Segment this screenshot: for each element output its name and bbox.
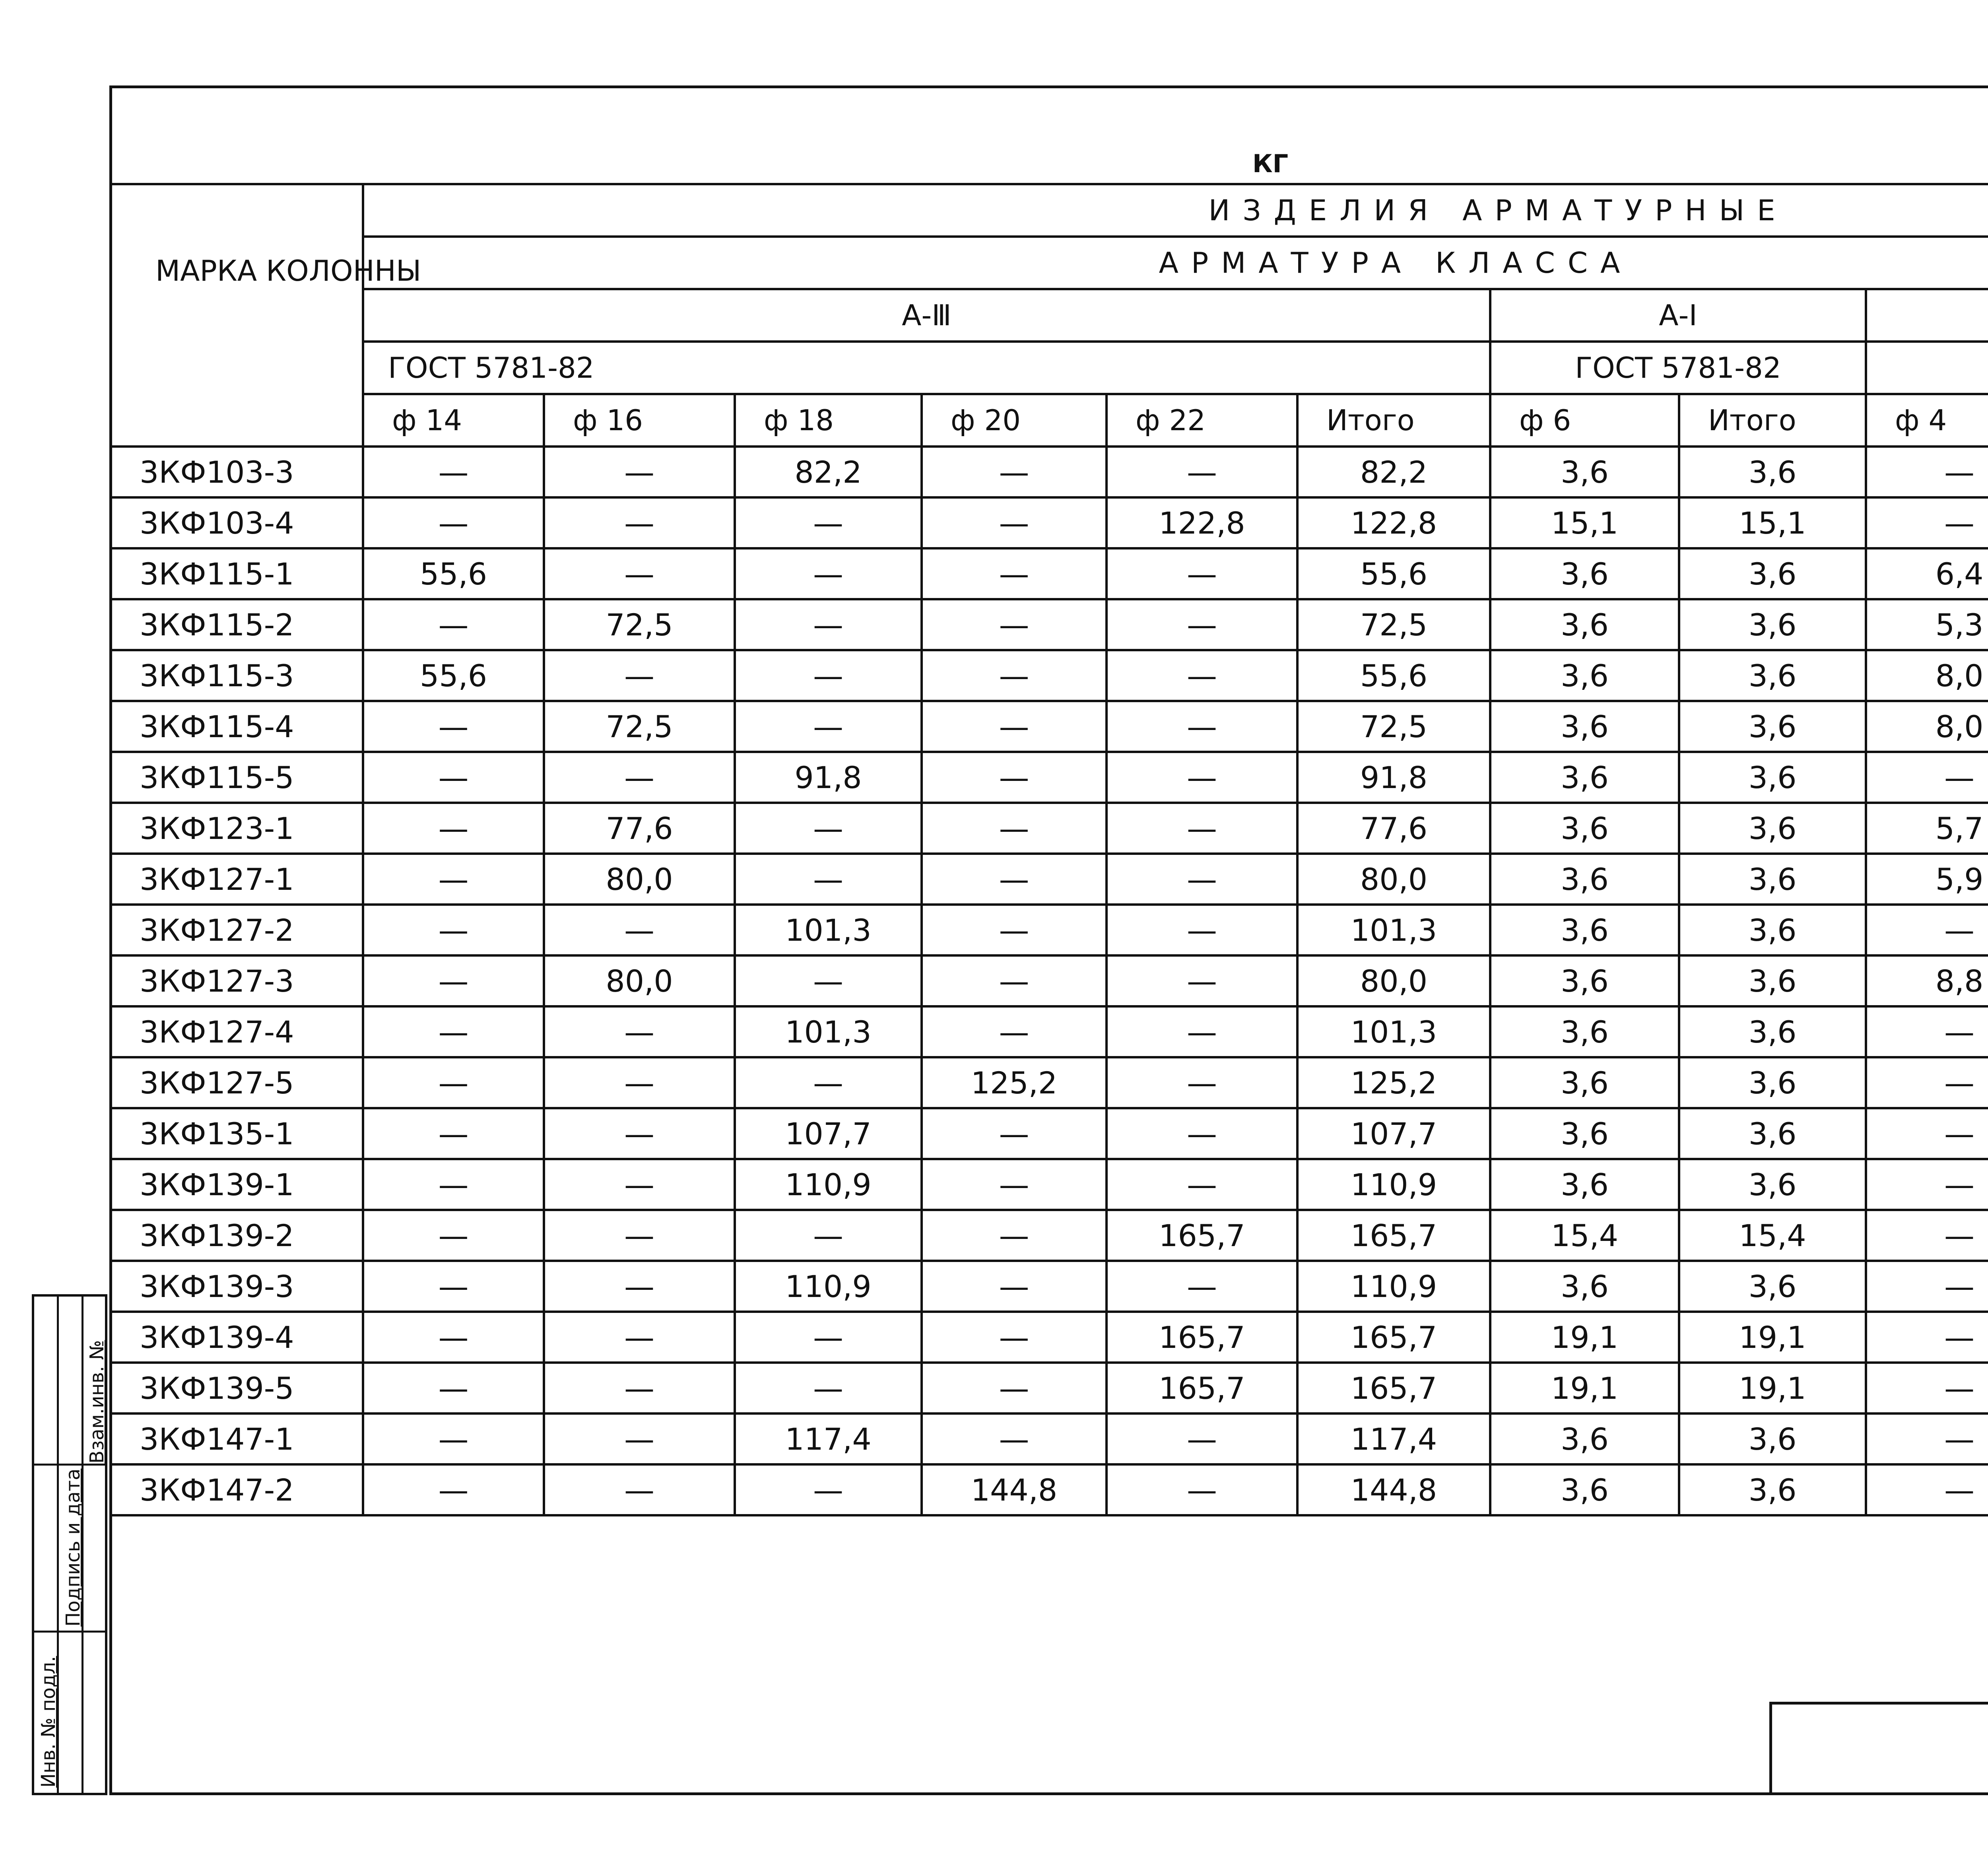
column-header: ф 4 bbox=[1866, 394, 1988, 447]
table-cell: — bbox=[735, 854, 922, 905]
table-cell: — bbox=[544, 1057, 735, 1108]
table-cell: — bbox=[735, 650, 922, 701]
table-cell: 3,6 bbox=[1490, 1159, 1679, 1210]
column-header: ф 20 bbox=[922, 394, 1107, 447]
table-cell: — bbox=[1866, 752, 1988, 803]
table-cell: 3,6 bbox=[1490, 955, 1679, 1006]
table-cell: 15,4 bbox=[1490, 1210, 1679, 1261]
table-cell: 117,4 bbox=[735, 1413, 922, 1464]
table-cell: 82,2 bbox=[735, 447, 922, 497]
table-cell: 110,9 bbox=[735, 1261, 922, 1312]
table-cell: — bbox=[735, 955, 922, 1006]
table-cell: 72,5 bbox=[544, 701, 735, 752]
table-cell: 80,0 bbox=[544, 854, 735, 905]
row-mark-cell: 3КФ135-1 bbox=[111, 1108, 363, 1159]
table-cell: 6,4 bbox=[1866, 548, 1988, 599]
table-cell: 3,6 bbox=[1679, 1261, 1866, 1312]
table-cell: 55,6 bbox=[363, 650, 544, 701]
table-cell: — bbox=[363, 701, 544, 752]
table-body bbox=[111, 447, 1988, 1515]
table-cell: — bbox=[1107, 1057, 1297, 1108]
table-cell: 19,1 bbox=[1679, 1363, 1866, 1413]
table-cell: — bbox=[735, 1464, 922, 1515]
table-cell: — bbox=[922, 1159, 1107, 1210]
table-cell: 72,5 bbox=[544, 599, 735, 650]
table-cell: 15,1 bbox=[1679, 497, 1866, 548]
table-cell: — bbox=[544, 752, 735, 803]
table-cell: 8,0 bbox=[1866, 650, 1988, 701]
table-cell: 122,8 bbox=[1107, 497, 1297, 548]
table-cell: — bbox=[1866, 1159, 1988, 1210]
table-cell: — bbox=[922, 701, 1107, 752]
table-row bbox=[111, 599, 1988, 650]
table-cell: 101,3 bbox=[1297, 905, 1490, 955]
table-cell: 3,6 bbox=[1679, 905, 1866, 955]
column-header: ф 22 bbox=[1107, 394, 1297, 447]
table-cell: 55,6 bbox=[1297, 548, 1490, 599]
table-cell: — bbox=[922, 854, 1107, 905]
table-cell: — bbox=[544, 447, 735, 497]
table-cell: 3,6 bbox=[1490, 701, 1679, 752]
class-a3-gost: ГОСТ 5781-82 bbox=[363, 342, 1490, 394]
table-cell: 3,6 bbox=[1490, 1006, 1679, 1057]
table-cell: — bbox=[922, 599, 1107, 650]
side-stamp-divider bbox=[34, 1464, 105, 1466]
table-cell: — bbox=[1107, 803, 1297, 854]
table-cell: — bbox=[1866, 905, 1988, 955]
table-cell: — bbox=[922, 1261, 1107, 1312]
column-header-row bbox=[111, 394, 1988, 447]
table-cell: — bbox=[1866, 1363, 1988, 1413]
row-mark-cell: 3КФ139-2 bbox=[111, 1210, 363, 1261]
table-cell: 101,3 bbox=[1297, 1006, 1490, 1057]
section-code: КГ bbox=[1252, 149, 1289, 178]
table-row bbox=[111, 955, 1988, 1006]
row-mark-cell: 3КФ103-4 bbox=[111, 497, 363, 548]
class-a1-gost: ГОСТ 5781-82 bbox=[1490, 342, 1866, 394]
class-vr1-gost bbox=[1866, 342, 1988, 394]
row-mark-cell: 3КФ147-1 bbox=[111, 1413, 363, 1464]
table-cell: — bbox=[544, 548, 735, 599]
table-cell: 165,7 bbox=[1297, 1312, 1490, 1363]
table-row bbox=[111, 803, 1988, 854]
table-cell: — bbox=[363, 1108, 544, 1159]
table-cell: — bbox=[363, 1057, 544, 1108]
table-cell: 72,5 bbox=[1297, 599, 1490, 650]
column-header: ф 14 bbox=[363, 394, 544, 447]
table-row bbox=[111, 1210, 1988, 1261]
marka-header: МАРКА КОЛОННЫ bbox=[111, 184, 363, 447]
table-cell: 3,6 bbox=[1490, 1413, 1679, 1464]
row-mark-cell: 3КФ115-3 bbox=[111, 650, 363, 701]
row-mark-cell: 3КФ139-1 bbox=[111, 1159, 363, 1210]
table-cell: — bbox=[735, 548, 922, 599]
table-cell: — bbox=[544, 1159, 735, 1210]
table-cell: — bbox=[735, 1210, 922, 1261]
table-cell: — bbox=[1866, 497, 1988, 548]
table-cell: 3,6 bbox=[1679, 854, 1866, 905]
table-cell: — bbox=[735, 1312, 922, 1363]
table-cell: — bbox=[363, 955, 544, 1006]
table-cell: — bbox=[1107, 1006, 1297, 1057]
table-cell: — bbox=[1107, 1261, 1297, 1312]
side-label-inv: Инв. № подл. bbox=[37, 1656, 60, 1788]
table-cell: 3,6 bbox=[1490, 803, 1679, 854]
table-cell: 80,0 bbox=[544, 955, 735, 1006]
table-cell: 107,7 bbox=[1297, 1108, 1490, 1159]
table-cell: — bbox=[735, 1363, 922, 1413]
table-cell: 122,8 bbox=[1297, 497, 1490, 548]
table-cell: 3,6 bbox=[1679, 803, 1866, 854]
table-cell: 3,6 bbox=[1679, 650, 1866, 701]
table-cell: — bbox=[1107, 599, 1297, 650]
table-cell: — bbox=[1866, 1312, 1988, 1363]
table-cell: 8,0 bbox=[1866, 701, 1988, 752]
table-cell: 101,3 bbox=[735, 1006, 922, 1057]
table-cell: — bbox=[922, 1312, 1107, 1363]
table-cell: — bbox=[1866, 1413, 1988, 1464]
table-row bbox=[111, 1159, 1988, 1210]
table-cell: — bbox=[735, 497, 922, 548]
table-cell: — bbox=[544, 1006, 735, 1057]
table-cell: — bbox=[1866, 1006, 1988, 1057]
row-mark-cell: 3КФ139-4 bbox=[111, 1312, 363, 1363]
row-mark-cell: 3КФ139-3 bbox=[111, 1261, 363, 1312]
table-cell: 15,4 bbox=[1679, 1210, 1866, 1261]
table-row bbox=[111, 854, 1988, 905]
side-label-replace: Взам.инв. № bbox=[86, 1340, 108, 1464]
table-cell: — bbox=[1866, 1261, 1988, 1312]
table-cell: 3,6 bbox=[1679, 1464, 1866, 1515]
table-cell: 77,6 bbox=[1297, 803, 1490, 854]
table-cell: — bbox=[363, 854, 544, 905]
table-cell: 3,6 bbox=[1679, 1057, 1866, 1108]
table-cell: 5,3 bbox=[1866, 599, 1988, 650]
table-cell: — bbox=[922, 752, 1107, 803]
table-row bbox=[111, 447, 1988, 497]
table-row bbox=[111, 650, 1988, 701]
table-cell: 3,6 bbox=[1490, 1464, 1679, 1515]
table-cell: — bbox=[1107, 447, 1297, 497]
table-cell: 55,6 bbox=[1297, 650, 1490, 701]
table-cell: — bbox=[544, 1363, 735, 1413]
table-cell: — bbox=[1107, 1413, 1297, 1464]
table-cell: 19,1 bbox=[1490, 1312, 1679, 1363]
table-cell: 3,6 bbox=[1490, 1057, 1679, 1108]
table-row bbox=[111, 1006, 1988, 1057]
table-cell: 3,6 bbox=[1679, 1108, 1866, 1159]
table-cell: 117,4 bbox=[1297, 1413, 1490, 1464]
table-cell: 3,6 bbox=[1490, 1261, 1679, 1312]
table-cell: 101,3 bbox=[735, 905, 922, 955]
table-cell: — bbox=[1107, 1464, 1297, 1515]
table-cell: 91,8 bbox=[735, 752, 922, 803]
side-stamp bbox=[32, 1294, 107, 1795]
class-a1-name: А-Ⅰ bbox=[1490, 289, 1866, 342]
table-row bbox=[111, 1261, 1988, 1312]
table-cell: — bbox=[1107, 1159, 1297, 1210]
table-row bbox=[111, 1057, 1988, 1108]
column-header: Итого bbox=[1679, 394, 1866, 447]
table-cell: 3,6 bbox=[1490, 905, 1679, 955]
row-mark-cell: 3КФ127-5 bbox=[111, 1057, 363, 1108]
row-mark-cell: 3КФ147-2 bbox=[111, 1464, 363, 1515]
table-cell: — bbox=[363, 1159, 544, 1210]
table-cell: — bbox=[544, 650, 735, 701]
table-cell: — bbox=[922, 1108, 1107, 1159]
table-cell: 110,9 bbox=[735, 1159, 922, 1210]
table-cell: — bbox=[544, 1413, 735, 1464]
table-cell: 55,6 bbox=[363, 548, 544, 599]
table-cell: 125,2 bbox=[1297, 1057, 1490, 1108]
group-title: ИЗДЕЛИЯ АРМАТУРНЫЕ bbox=[363, 184, 1988, 237]
table-cell: 80,0 bbox=[1297, 955, 1490, 1006]
table-row bbox=[111, 1363, 1988, 1413]
table-cell: 5,9 bbox=[1866, 854, 1988, 905]
column-header: ф 16 bbox=[544, 394, 735, 447]
table-cell: — bbox=[1866, 1210, 1988, 1261]
table-cell: 165,7 bbox=[1107, 1363, 1297, 1413]
table-cell: 165,7 bbox=[1297, 1363, 1490, 1413]
table-cell: — bbox=[363, 1261, 544, 1312]
table-cell: 19,1 bbox=[1679, 1312, 1866, 1363]
table-cell: — bbox=[922, 1363, 1107, 1413]
table-cell: 3,6 bbox=[1490, 1108, 1679, 1159]
table-cell: — bbox=[363, 1312, 544, 1363]
table-cell: — bbox=[544, 1261, 735, 1312]
table-cell: 80,0 bbox=[1297, 854, 1490, 905]
table-cell: — bbox=[363, 1464, 544, 1515]
row-mark-cell: 3КФ115-5 bbox=[111, 752, 363, 803]
row-mark-cell: 3КФ123-1 bbox=[111, 803, 363, 854]
side-stamp-column bbox=[34, 1297, 59, 1793]
table-cell: — bbox=[922, 803, 1107, 854]
row-mark-cell: 3КФ139-5 bbox=[111, 1363, 363, 1413]
side-stamp-divider bbox=[34, 1631, 105, 1633]
table-cell: — bbox=[363, 1413, 544, 1464]
table-cell: 125,2 bbox=[922, 1057, 1107, 1108]
table-cell: 3,6 bbox=[1490, 599, 1679, 650]
table-cell: 110,9 bbox=[1297, 1261, 1490, 1312]
table-cell: — bbox=[922, 905, 1107, 955]
row-mark-cell: 3КФ115-1 bbox=[111, 548, 363, 599]
table-cell: — bbox=[922, 1210, 1107, 1261]
table-cell: — bbox=[1107, 854, 1297, 905]
row-mark-cell: 3КФ115-4 bbox=[111, 701, 363, 752]
table-cell: — bbox=[363, 1210, 544, 1261]
table-cell: 8,8 bbox=[1866, 955, 1988, 1006]
table-cell: — bbox=[363, 447, 544, 497]
table-cell: — bbox=[922, 955, 1107, 1006]
table-cell: 82,2 bbox=[1297, 447, 1490, 497]
table-cell: 91,8 bbox=[1297, 752, 1490, 803]
table-cell: — bbox=[1866, 1108, 1988, 1159]
table-row bbox=[111, 905, 1988, 955]
table-cell: — bbox=[1866, 1464, 1988, 1515]
class-title: АРМАТУРА КЛАССА bbox=[363, 237, 1988, 289]
table-cell: 3,6 bbox=[1679, 1006, 1866, 1057]
table-cell: — bbox=[1107, 1108, 1297, 1159]
class-vr1-name bbox=[1866, 289, 1988, 342]
row-mark-cell: 3КФ127-3 bbox=[111, 955, 363, 1006]
table-cell: — bbox=[363, 497, 544, 548]
table-row bbox=[111, 701, 1988, 752]
table-cell: — bbox=[922, 650, 1107, 701]
table-cell: — bbox=[1866, 1057, 1988, 1108]
table-cell: 165,7 bbox=[1107, 1210, 1297, 1261]
column-header: ф 18 bbox=[735, 394, 922, 447]
table-cell: — bbox=[363, 1006, 544, 1057]
reinforcement-table bbox=[109, 183, 1988, 1516]
table-cell: 3,6 bbox=[1679, 1159, 1866, 1210]
table-cell: — bbox=[544, 905, 735, 955]
table-cell: — bbox=[922, 548, 1107, 599]
table-cell: — bbox=[544, 1210, 735, 1261]
table-cell: 3,6 bbox=[1679, 752, 1866, 803]
table-cell: 19,1 bbox=[1490, 1363, 1679, 1413]
table-cell: 3,6 bbox=[1679, 447, 1866, 497]
table-cell: — bbox=[735, 599, 922, 650]
title-block bbox=[1769, 1702, 1988, 1795]
table-cell: 3,6 bbox=[1490, 548, 1679, 599]
table-cell: 3,6 bbox=[1490, 752, 1679, 803]
table-cell: — bbox=[1107, 752, 1297, 803]
row-mark-cell: 3КФ127-1 bbox=[111, 854, 363, 905]
table-cell: 3,6 bbox=[1679, 701, 1866, 752]
table-row bbox=[111, 1312, 1988, 1363]
table-cell: — bbox=[544, 1108, 735, 1159]
table-cell: — bbox=[363, 599, 544, 650]
table-cell: 3,6 bbox=[1679, 955, 1866, 1006]
table-cell: 5,7 bbox=[1866, 803, 1988, 854]
table-cell: — bbox=[735, 803, 922, 854]
table-cell: — bbox=[922, 447, 1107, 497]
table-cell: — bbox=[544, 497, 735, 548]
table-cell: — bbox=[363, 752, 544, 803]
table-cell: — bbox=[1866, 447, 1988, 497]
table-cell: — bbox=[922, 497, 1107, 548]
table-cell: 165,7 bbox=[1107, 1312, 1297, 1363]
table-cell: — bbox=[922, 1413, 1107, 1464]
table-cell: 144,8 bbox=[922, 1464, 1107, 1515]
table-cell: — bbox=[922, 1006, 1107, 1057]
table-cell: — bbox=[735, 1057, 922, 1108]
table-cell: — bbox=[1107, 905, 1297, 955]
table-cell: — bbox=[1107, 701, 1297, 752]
table-cell: — bbox=[735, 701, 922, 752]
table-row bbox=[111, 752, 1988, 803]
table-row bbox=[111, 1464, 1988, 1515]
table-cell: — bbox=[544, 1312, 735, 1363]
table-cell: — bbox=[1107, 955, 1297, 1006]
table-cell: 3,6 bbox=[1679, 599, 1866, 650]
table-cell: 144,8 bbox=[1297, 1464, 1490, 1515]
table-row bbox=[111, 497, 1988, 548]
side-label-signature: Подпись и дата bbox=[62, 1468, 84, 1627]
class-a3-name: А-Ⅲ bbox=[363, 289, 1490, 342]
table-cell: 72,5 bbox=[1297, 701, 1490, 752]
side-stamp-column bbox=[83, 1297, 107, 1793]
row-mark-cell: 3КФ127-4 bbox=[111, 1006, 363, 1057]
table-row bbox=[111, 548, 1988, 599]
table-cell: 3,6 bbox=[1679, 1413, 1866, 1464]
row-mark-cell: 3КФ115-2 bbox=[111, 599, 363, 650]
table-cell: — bbox=[363, 905, 544, 955]
table-cell: 3,6 bbox=[1679, 548, 1866, 599]
table-cell: — bbox=[363, 1363, 544, 1413]
table-cell: 3,6 bbox=[1490, 854, 1679, 905]
column-header: Итого bbox=[1297, 394, 1490, 447]
table-cell: 77,6 bbox=[544, 803, 735, 854]
table-row bbox=[111, 1108, 1988, 1159]
table-cell: 165,7 bbox=[1297, 1210, 1490, 1261]
table-cell: 3,6 bbox=[1490, 650, 1679, 701]
table-cell: 107,7 bbox=[735, 1108, 922, 1159]
column-header: ф 6 bbox=[1490, 394, 1679, 447]
table-cell: — bbox=[1107, 548, 1297, 599]
table-cell: — bbox=[544, 1464, 735, 1515]
table-cell: — bbox=[363, 803, 544, 854]
row-mark-cell: 3КФ127-2 bbox=[111, 905, 363, 955]
table-cell: 110,9 bbox=[1297, 1159, 1490, 1210]
table-row bbox=[111, 1413, 1988, 1464]
table-cell: 15,1 bbox=[1490, 497, 1679, 548]
side-stamp-column bbox=[59, 1297, 83, 1793]
table-cell: — bbox=[1107, 650, 1297, 701]
row-mark-cell: 3КФ103-3 bbox=[111, 447, 363, 497]
table-cell: 3,6 bbox=[1490, 447, 1679, 497]
